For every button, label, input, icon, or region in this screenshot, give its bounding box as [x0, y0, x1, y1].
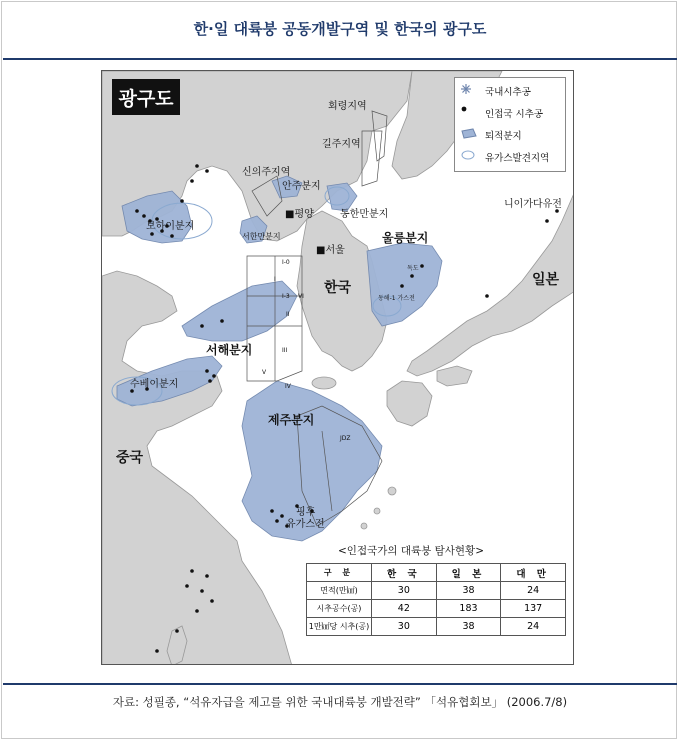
table-cell: 24: [501, 582, 566, 600]
label-korea: 한국: [324, 280, 352, 296]
legend-item-discovery: [461, 150, 549, 164]
table-cell: 30: [372, 582, 437, 600]
source-citation: 자료: 성필종, “석유자급을 제고를 위한 국내대륙붕 개발전략” 「석유협회보」 (2006.7/8): [112, 695, 568, 709]
title-divider: [3, 58, 677, 60]
label-block-ii: II: [286, 311, 290, 318]
label-block-iv: IV: [285, 383, 291, 390]
label-china: 중국: [116, 450, 144, 466]
label-ulleung: 울릉분지: [382, 231, 429, 245]
label-block-i0: I-0: [282, 259, 290, 266]
label-donghae-field: 동해-1 가스전: [378, 295, 415, 302]
label-donghan: 동한만분지: [340, 209, 389, 220]
label-block-i3: I-3: [282, 293, 290, 300]
legend-label: 인접국 시추공: [485, 109, 544, 120]
row-label: 1만㎢당 시추(공): [307, 618, 372, 636]
label-block-i: I: [274, 276, 276, 283]
label-seohae: 서해분지: [206, 343, 253, 357]
legend-label: 유가스발견지역: [485, 153, 550, 164]
map-panel: [101, 70, 574, 665]
table-cell: 42: [372, 600, 437, 618]
header-cell: 한 국: [372, 564, 437, 582]
label-anju: 안주분지: [282, 181, 321, 192]
map-title-badge: 광구도: [112, 79, 180, 115]
table-cell: 38: [436, 582, 501, 600]
legend-label: 국내시추공: [485, 87, 531, 98]
label-bohai: 보하이분지: [146, 221, 195, 232]
label-block-iii: III: [282, 347, 288, 354]
table-cell: 30: [372, 618, 437, 636]
label-seoul: ■서울: [316, 245, 345, 256]
header-cell: 일 본: [436, 564, 501, 582]
table-cell: 38: [436, 618, 501, 636]
label-block-v: V: [262, 369, 267, 376]
row-label: 시추공수(공): [307, 600, 372, 618]
page-title: 한·일 대륙붕 공동개발구역 및 한국의 광구도: [193, 20, 487, 38]
label-seohan: 서한만분지: [242, 232, 281, 241]
exploration-table: [306, 563, 566, 636]
header-cell: 대 만: [501, 564, 566, 582]
table-cell: 183: [436, 600, 501, 618]
table-row: [307, 582, 566, 600]
table-cell: 137: [501, 600, 566, 618]
land-japan-shikoku: [437, 366, 472, 386]
map-legend: [454, 77, 566, 172]
label-sinuiju: 신의주지역: [242, 167, 291, 178]
table-cell: 24: [501, 618, 566, 636]
header-cell: 구 분: [307, 564, 372, 582]
table-row: [307, 618, 566, 636]
label-hoeryong: 회령지역: [328, 101, 367, 112]
land-japan-kyushu: [387, 381, 432, 426]
row-label: 면적(만㎢): [307, 582, 372, 600]
label-dokdo: 독도: [407, 265, 419, 272]
basin-seohae: [182, 281, 297, 341]
legend-item-domestic-well: [461, 84, 531, 98]
label-subei: 수베이분지: [130, 379, 179, 390]
table-title: <인접국가의 대륙붕 탐사현황>: [338, 545, 484, 557]
legend-label: 퇴적분지: [485, 131, 522, 142]
label-japan: 일본: [532, 272, 560, 288]
label-pyongyang: ■평양: [285, 209, 314, 220]
table-header-row: [307, 564, 566, 582]
land-jeju: [312, 377, 336, 389]
label-niigata: 니이가다유전: [504, 199, 562, 210]
footer-divider: [3, 683, 677, 685]
label-jeju: 제주분지: [268, 413, 315, 427]
label-block-vi: VI: [298, 293, 304, 300]
legend-item-basin: [461, 128, 522, 142]
legend-item-neighbor-well: [461, 106, 543, 120]
label-pinghu-field: 유가스전: [286, 519, 325, 530]
label-jdz: JDZ: [340, 435, 351, 442]
label-pinghu: 핑후: [296, 507, 316, 518]
table-row: [307, 600, 566, 618]
label-kilju: 길주지역: [322, 139, 361, 150]
